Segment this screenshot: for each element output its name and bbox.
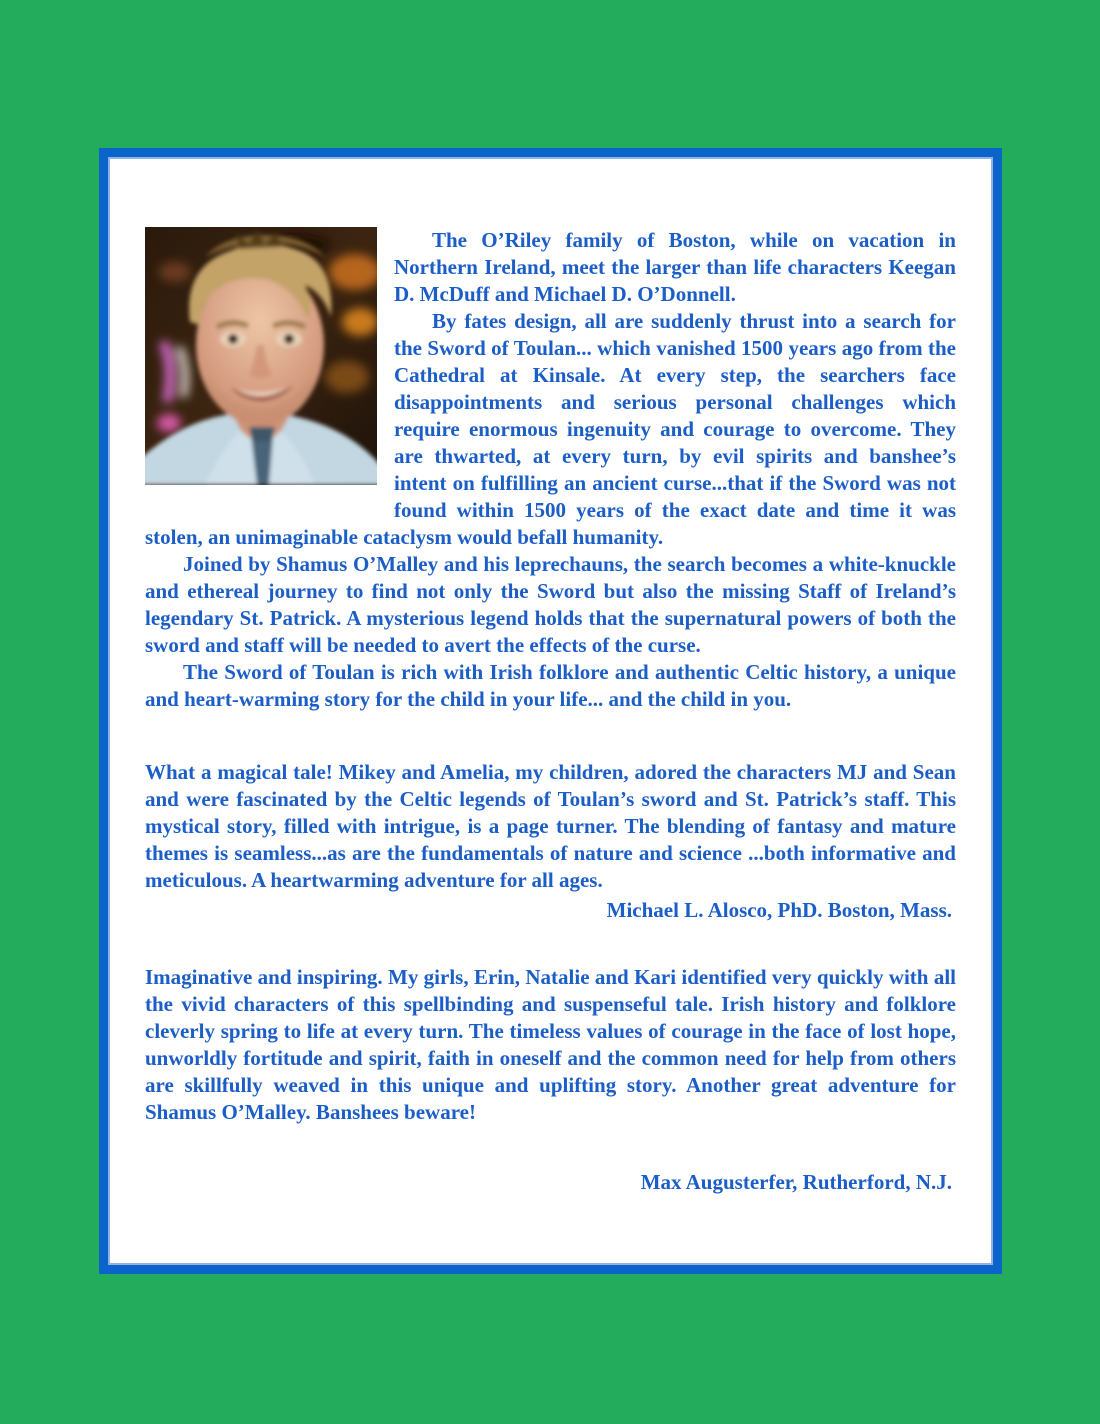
testimonial-quote-2: Imaginative and inspiring. My girls, Erin, Natalie and Kari identified very quickly with all the vivid characters of this spellbinding and suspenseful tale. Irish history and folklore cleverly spring to life at every turn. The timeless values of courage in the face of lost hope, unworldly fortitude and spirit, faith in oneself and the common need for help from others are skillfully weaved in this unique and uplifting story. Another great adventure for Shamus O’Malley. Banshees beware! [145, 965, 956, 1124]
author-portrait-illustration [145, 227, 377, 485]
synopsis-paragraph-4: The Sword of Toulan is rich with Irish folklore and authentic Celtic history, a unique and heart-warming story for the child in your life... and the child in you. [145, 660, 956, 711]
author-photo [145, 227, 377, 485]
testimonial-quote-1: What a magical tale! Mikey and Amelia, my children, adored the characters MJ and Sean and were fascinated by the Celtic legends of Toulan’s sword and St. Patrick’s staff. This mystical story, filled with intrigue, is a page turner. The blending of fantasy and mature themes is seamless...as are the fundamentals of nature and science ...both informative and meticulous. A heartwarming adventure for all ages. [145, 760, 956, 892]
synopsis-paragraph-2: By fates design, all are suddenly thrust into a search for the Sword of Toulan... which vanished 1500 years ago from the Cathedral at Kinsale. At every step, the searchers face disappointments and serious personal challenges which require enormous ingenuity and courage to overcome. They are thwarted, at every turn, by evil spirits and banshee’s intent on fulfilling an ancient curse...that if the Sword was not found within 1500 years of the exact date and time it was stolen, an unimaginable cataclysm would befall humanity. [145, 309, 956, 549]
synopsis-paragraph-3: Joined by Shamus O’Malley and his leprechauns, the search becomes a white-knuckle and ethereal journey to find not only the Sword but also the missing Staff of Ireland’s legendary St. Patrick. A mysterious legend holds that the supernatural powers of both the sword and staff will be needed to avert the effects of the curse. [145, 552, 956, 657]
synopsis-paragraph-1: The O’Riley family of Boston, while on vacation in Northern Ireland, meet the larger than life characters Keegan D. McDuff and Michael D. O’Donnell. [394, 228, 956, 306]
testimonial-attribution-2: Max Augusterfer, Rutherford, N.J. [640, 1170, 952, 1194]
panel-content [108, 157, 993, 1196]
content-panel [99, 148, 1002, 1274]
testimonial-attribution-1: Michael L. Alosco, PhD. Boston, Mass. [606, 898, 952, 922]
